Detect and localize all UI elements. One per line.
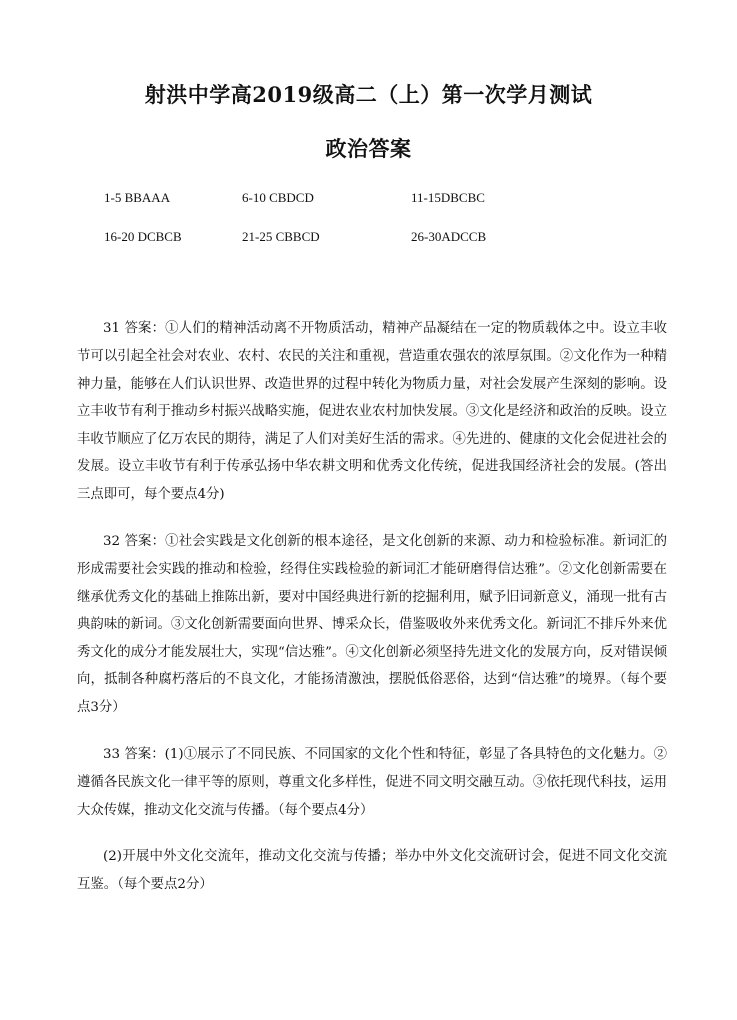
- answer-key-item: 16-20 DCBCB: [104, 229, 182, 244]
- answer-key-item: 26-30ADCCB: [411, 229, 487, 244]
- answer-33-part1-paragraph: 33 答案：(1)①展示了不同民族、不同国家的文化个性和特征，彰显了各具特色的文化魅力。②遵循各民族文化一律平等的原则，尊重文化多样性，促进不同文明交融互动。③依托现代科技，运用大众传媒，推动文化交流与传播。（每个要点4分）: [77, 747, 667, 818]
- answer-31-paragraph: 31 答案：①人们的精神活动离不开物质活动，精神产品凝结在一定的物质载体之中。设立丰收节可以引起全社会对农业、农村、农民的关注和重视，营造重农强农的浓厚氛围。②文化作为一种精神力量，能够在人们认识世界、改造世界的过程中转化为物质力量，对社会发展产生深刻的影响。设立丰收节有利于推动乡村振兴战略实施，促进农业农村加快发展。③文化是经济和政治的反映。设立丰收节顺应了亿万农民的期待，满足了人们对美好生活的需求。④先进的、健康的文化会促进社会的发展。设立丰收节有利于传承弘扬中华农耕文明和优秀文化传统，促进我国经济社会的发展。(答出三点即可，每个要点4分): [77, 321, 667, 502]
- answer-key-item: 1-5 BBAAA: [104, 190, 171, 205]
- document-title: 射洪中学高2019级高二（上）第一次学月测试: [144, 82, 593, 107]
- answer-33-part2-paragraph: (2)开展中外文化交流年，推动文化交流与传播；举办中外文化交流研讨会，促进不同文化交流互鉴。（每个要点2分）: [77, 849, 667, 892]
- answer-32-paragraph: 32 答案：①社会实践是文化创新的根本途径，是文化创新的来源、动力和检验标准。新词汇的形成需要社会实践的推动和检验，经得住实践检验的新词汇才能研磨得信达雅”。②文化创新需要在继承优秀文化的基础上推陈出新，要对中国经典进行新的挖掘利用，赋予旧词新意义，涌现一批有古典韵味的新词。③文化创新需要面向世界、博采众长，借鉴吸收外来优秀文化。新词汇不排斥外来优秀文化的成分才能发展壮大，实现“信达雅”。④文化创新必须坚持先进文化的发展方向，反对错误倾向，抵制各种腐朽落后的不良文化，才能扬清激浊，摆脱低俗恶俗，达到“信达雅”的境界。（每个要点3分）: [77, 534, 667, 715]
- answer-key-item: 6-10 CBDCD: [242, 190, 314, 205]
- document-subtitle: 政治答案: [325, 136, 412, 161]
- answer-key-item: 21-25 CBBCD: [242, 229, 320, 244]
- answer-key-item: 11-15DBCBC: [411, 190, 485, 205]
- answer-key-row: [0, 229, 737, 249]
- answer-key-row: [0, 190, 737, 210]
